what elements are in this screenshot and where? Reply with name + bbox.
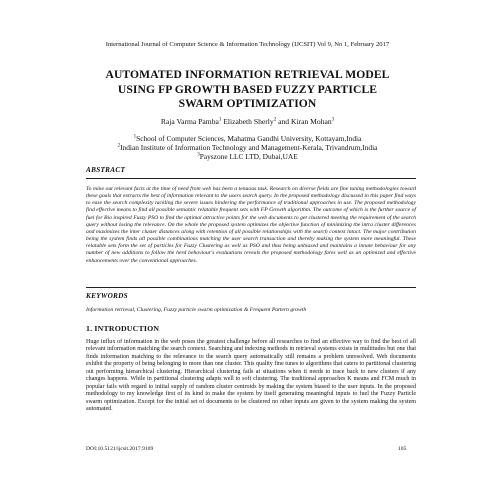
page-number: 105 bbox=[398, 446, 407, 452]
affil-marker: 1 bbox=[133, 134, 137, 140]
abstract-top-rule bbox=[86, 178, 416, 179]
keywords-text: Information retrieval, Clustering, Fuzzy particle swarm optimization & Frequent Pattern growth bbox=[86, 307, 307, 313]
abstract-bottom-rule bbox=[86, 287, 416, 288]
author-list bbox=[30, 117, 465, 126]
keywords-heading: KEYWORDS bbox=[86, 292, 128, 300]
affil-text: Indian Institute of Information Technology and Management-Kerala, Trivandrum,India bbox=[120, 143, 378, 153]
abstract-heading: ABSTRACT bbox=[86, 166, 126, 174]
affil-text: Payszone LLC LTD, Dubai,UAE bbox=[199, 152, 298, 162]
affiliation bbox=[30, 134, 465, 143]
author-affil-marker: 2 bbox=[273, 117, 277, 123]
abstract-text: To mine out relevant facts at the time of need from web has been a tenuous task. Research on diverse fields are fine tuning methodologies toward these goals that extracts the best of information relevant to the users search query. In the proposed methodology discussed in this paper find ways to ease the search complexity tackling the severe issues hindering the performance of traditional approaches in use. The proposed methodology find effective means to find all possible semantic relatable frequent sets with FP Growth algorithm. The outcome of which is the further source of fuel for Bio inspired Fuzzy PSO to find the optimal attractive points for the web documents to get clustered meeting the requirement of the search query without losing the relevance. On the whole the proposed system optimizes the objective function of minimizing the intra cluster differences and maximizes the inter cluster distances along with retention of all possible relationships with the search context intact. The major contribution being the system finds all possible combinations matching the user search transaction and thereby making the system more meaningful. These relatable sets form the set of particles for Fuzzy Clustering as well as PSO and thus being unbiased and maintains a innate behaviour for any number of new additions to follow the herd behaviour's evaluations reveals the proposed methodology fares well as an optimized and effective enhancements over the conventional approaches. bbox=[86, 186, 416, 264]
introduction-text: Huge influx of information in the web poses the greatest challenge before all researches to find an effective way to find the best of all relevant information matching the search context. Searching and indexing methods in retrieval systems exists in multitudes but one that finds information matching to the relevance to the search query automatically still remains a problem unresolved. Web documents exhibit the property of being belonging to more than one cluster. This quality fine tunes to algorithms that caters to partitional clustering out performing hierarchical clustering. Hierarchical clustering fails at situations when it needs to trace back to new clusters if any changes happens. While in partitional clustering adapts well to soft clustering. The traditional approaches K means and FCM much in popular fails with regard to initial supply of random cluster centroids by making the system biased to the user inputs. In the proposed methodology to my knowledge first of its kind to make the system by itself generating meaningful inputs to fuel the Fuzzy Particle swarm optimization. Except for the initial set of documents to be clustered no other inputs are given to the system making the system automated. bbox=[86, 339, 416, 413]
author-name: and Kiran Mohan bbox=[278, 117, 332, 126]
paper-title bbox=[40, 68, 455, 112]
author-name: Raja Varma Pamba bbox=[160, 117, 219, 126]
introduction-heading: 1. INTRODUCTION bbox=[86, 324, 160, 333]
affil-text: School of Computer Sciences, Mahatma Gandhi University, Kottayam,India bbox=[136, 134, 362, 143]
affil-marker: 3 bbox=[197, 152, 200, 158]
doi-label: DOI:10.5121/ijcsit.2017.9109 bbox=[86, 446, 154, 452]
author-name: Elizabeth Sherly bbox=[223, 117, 274, 126]
affiliation bbox=[30, 152, 465, 161]
author-affil-marker: 1 bbox=[218, 117, 222, 123]
title-line: SWARM OPTIMIZATION bbox=[178, 97, 317, 110]
affil-marker: 2 bbox=[117, 143, 121, 149]
affiliation bbox=[30, 143, 465, 152]
affiliation-list bbox=[30, 134, 465, 162]
title-line: AUTOMATED INFORMATION RETRIEVAL MODEL bbox=[105, 68, 390, 81]
title-line: USING FP GROWTH BASED FUZZY PARTICLE bbox=[117, 82, 378, 96]
author-affil-marker: 3 bbox=[331, 117, 335, 123]
journal-header: International Journal of Computer Science & Information Technology (IJCSIT) Vol 9, No 1, February 2017 bbox=[105, 41, 390, 48]
